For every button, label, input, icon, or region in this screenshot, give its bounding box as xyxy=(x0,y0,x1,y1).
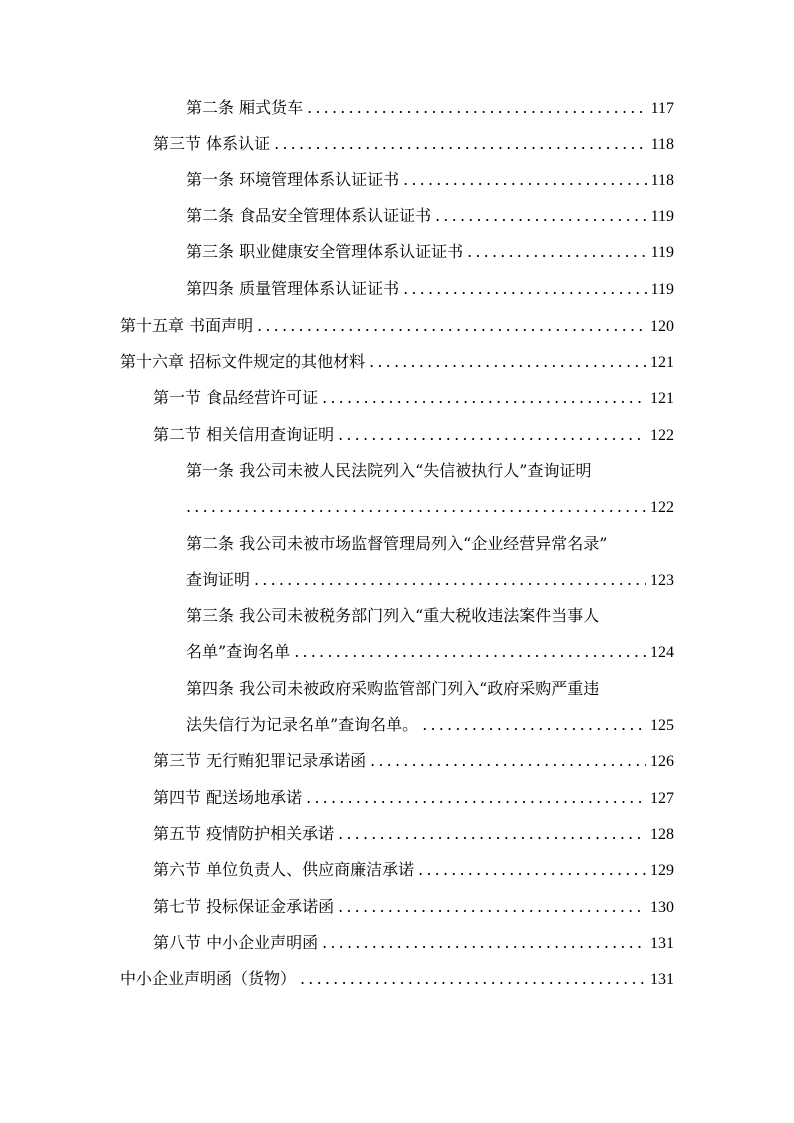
dot-leader xyxy=(467,240,647,264)
dot-leader xyxy=(306,786,646,810)
toc-entry-title: 第三节 无行贿犯罪记录承诺函 xyxy=(153,751,367,770)
toc-entry-title: 第一条 我公司未被人民法院列入“失信被执行人”查询证明 xyxy=(186,461,592,480)
dot-leader xyxy=(307,96,647,120)
toc-entry[interactable] xyxy=(153,749,674,773)
toc-page-number: 131 xyxy=(650,971,674,988)
toc-page-number: 122 xyxy=(650,499,674,516)
dot-leader xyxy=(435,204,647,228)
toc-entry-title: 第一条 环境管理体系认证证书 xyxy=(186,170,400,189)
toc-entry[interactable] xyxy=(186,168,674,192)
toc-page-number: 118 xyxy=(650,136,674,153)
toc-entry[interactable] xyxy=(120,350,674,374)
toc-page-number: 127 xyxy=(650,790,674,807)
toc-entry[interactable] xyxy=(186,96,674,120)
toc-entry-title: 第四节 配送场地承诺 xyxy=(153,788,303,807)
toc-page-number: 121 xyxy=(650,390,674,407)
dot-leader xyxy=(257,314,646,338)
toc-page-number: 120 xyxy=(650,318,674,335)
dot-leader xyxy=(294,640,646,664)
toc-entry-title: 第三条 职业健康安全管理体系认证证书 xyxy=(186,242,464,261)
toc-entry[interactable] xyxy=(153,132,674,156)
dot-leader xyxy=(274,132,647,156)
dot-leader xyxy=(322,386,646,410)
toc-page-number: 122 xyxy=(650,427,674,444)
toc-entry-title: 第十六章 招标文件规定的其他材料 xyxy=(120,352,366,371)
toc-page-number: 119 xyxy=(650,208,674,225)
dot-leader xyxy=(403,277,647,301)
dot-leader xyxy=(369,350,646,374)
toc-page-number: 119 xyxy=(650,244,674,261)
toc-page-number: 131 xyxy=(650,935,674,952)
toc-entry[interactable] xyxy=(186,677,674,701)
toc-entry-title: 第四条 我公司未被政府采购监管部门列入“政府采购严重违 xyxy=(186,679,600,698)
toc-page-number: 121 xyxy=(650,354,674,371)
dot-leader xyxy=(338,895,646,919)
toc-entry[interactable] xyxy=(186,532,674,556)
toc-entry[interactable] xyxy=(186,277,674,301)
toc-entry[interactable] xyxy=(153,822,674,846)
toc-entry-title: 第二条 食品安全管理体系认证证书 xyxy=(186,206,432,225)
toc-entry[interactable] xyxy=(186,240,674,264)
toc-entry[interactable] xyxy=(153,386,674,410)
toc-entry[interactable] xyxy=(153,423,674,447)
toc-entry-title: 名单”查询名单 xyxy=(186,642,291,661)
toc-entry-title: 第二节 相关信用查询证明 xyxy=(153,425,335,444)
dot-leader xyxy=(338,822,646,846)
dot-leader xyxy=(254,568,646,592)
dot-leader xyxy=(422,713,646,737)
toc-entry[interactable] xyxy=(186,204,674,228)
toc-entry-title: 第五节 疫情防护相关承诺 xyxy=(153,824,335,843)
toc-entry-title: 第二条 我公司未被市场监督管理局列入“企业经营异常名录” xyxy=(186,534,608,553)
dot-leader xyxy=(338,423,646,447)
toc-page-number: 117 xyxy=(650,100,674,117)
dot-leader xyxy=(322,931,646,955)
dot-leader xyxy=(418,858,646,882)
toc-entry[interactable] xyxy=(186,713,674,737)
toc-entry-title: 第一节 食品经营许可证 xyxy=(153,388,319,407)
dot-leader xyxy=(186,495,646,519)
toc-entry-title: 第七节 投标保证金承诺函 xyxy=(153,897,335,916)
toc-entry-title: 第十五章 书面声明 xyxy=(120,316,254,335)
toc-page-number: 125 xyxy=(650,717,674,734)
toc-entry[interactable] xyxy=(186,495,674,519)
toc-entry-title: 第三条 我公司未被税务部门列入“重大税收违法案件当事人 xyxy=(186,606,600,625)
toc-page-number: 124 xyxy=(650,644,674,661)
toc-entry[interactable] xyxy=(186,604,674,628)
toc-entry[interactable] xyxy=(153,786,674,810)
toc-entry[interactable] xyxy=(186,568,674,592)
toc-entry-title: 第六节 单位负责人、供应商廉洁承诺 xyxy=(153,860,415,879)
toc-entry-title: 中小企业声明函（货物） xyxy=(120,969,297,988)
toc-entry-title: 第三节 体系认证 xyxy=(153,134,271,153)
toc-page-number: 128 xyxy=(650,826,674,843)
toc-page-number: 126 xyxy=(650,753,674,770)
toc-entry[interactable] xyxy=(120,314,674,338)
toc-page-number: 123 xyxy=(650,572,674,589)
toc-entry-title: 第四条 质量管理体系认证证书 xyxy=(186,279,400,298)
toc-entry[interactable] xyxy=(153,858,674,882)
toc-page-number: 130 xyxy=(650,899,674,916)
toc-entry[interactable] xyxy=(186,459,674,483)
toc-page-number: 118 xyxy=(650,172,674,189)
toc-entry-title: 第八节 中小企业声明函 xyxy=(153,933,319,952)
toc-entry[interactable] xyxy=(153,931,674,955)
toc-entry-title: 第二条 厢式货车 xyxy=(186,98,304,117)
toc-entry[interactable] xyxy=(120,967,674,991)
toc-page-number: 119 xyxy=(650,281,674,298)
toc-entry-title: 法失信行为记录名单”查询名单。 xyxy=(186,715,419,734)
dot-leader xyxy=(300,967,646,991)
toc-page-number: 129 xyxy=(650,862,674,879)
toc-entry[interactable] xyxy=(153,895,674,919)
dot-leader xyxy=(403,168,647,192)
toc-entry-title: 查询证明 xyxy=(186,570,251,589)
toc-entry[interactable] xyxy=(186,640,674,664)
dot-leader xyxy=(370,749,646,773)
